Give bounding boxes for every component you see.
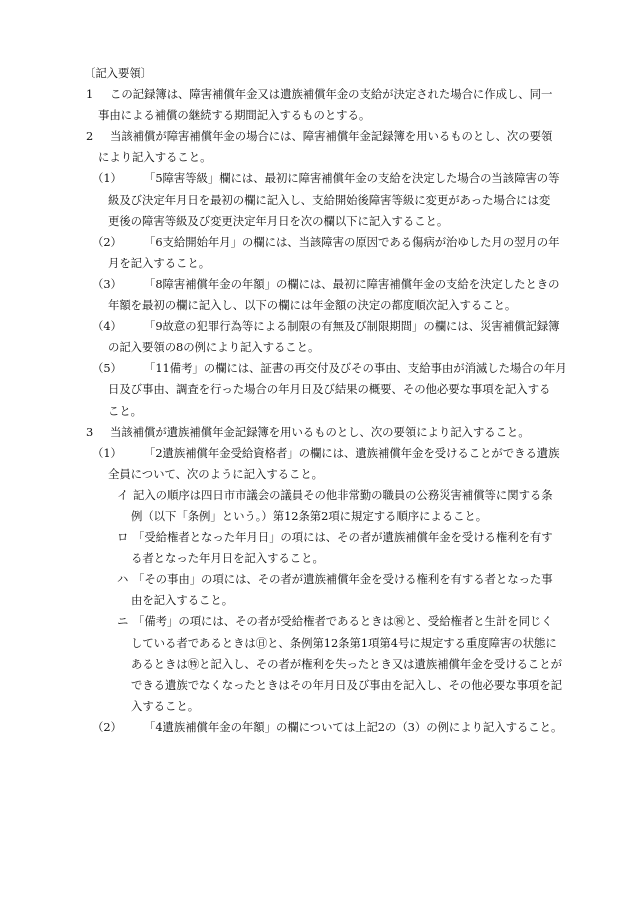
subsubitem-line: 記入の順序は四日市市議会の議員その他非常勤の職員の公務災害補償等に関する条 イ	[86, 485, 586, 506]
subsubitem-line: できる遺族でなくなったときはその年月日及び事由を記入し、その他必要な事項を記	[131, 677, 562, 692]
item-number: 3	[86, 424, 94, 439]
subitem-number: （1）	[92, 171, 122, 186]
subitem-line: 更後の障害等級及び変更決定年月日を次の欄以下に記入すること。	[108, 213, 449, 228]
subsubitem-line: している者であるときは㊐と、条例第12条第1項第4号に規定する重度障害の状態に	[131, 635, 557, 650]
item-line: 事由による補償の継続する期間記入するものとする。	[98, 108, 371, 123]
item-line: 当該補償が障害補償年金の場合には、障害補償年金記録簿を用いるものとし、次の要領 2	[86, 126, 586, 147]
item-number: 1	[86, 87, 94, 102]
instructions-text	[86, 63, 586, 738]
subsubitem-line: 由を記入すること。	[131, 593, 234, 608]
subitem-number: （4）	[92, 319, 122, 334]
subsubitem-label: ロ	[117, 530, 129, 545]
subsubitem-line: 例（以下「条例」という。）第12条第2項に規定する順序によること。	[131, 508, 488, 523]
subsubitem-label: ハ	[117, 572, 129, 587]
subitem-number: （3）	[92, 276, 122, 291]
subitem-line: 全員について、次のように記入すること。	[108, 466, 324, 481]
subsubitem-label: イ	[117, 487, 129, 502]
subitem-line: 月を記入すること。	[108, 255, 211, 270]
subitem-line: 「4遺族補償年金の年額」の欄については上記2の（3）の例により記入すること。 （2）	[86, 717, 586, 738]
subitem-line: 年額を最初の欄に記入し、以下の欄には年金額の決定の都度順次記入すること。	[108, 298, 517, 313]
subsubitem-line: 「受給権者となった年月日」の項には、その者が遺族補償年金を受ける権利を有す ロ	[86, 527, 586, 548]
item-line: 当該補償が遺族補償年金記録簿を用いるものとし、次の要領により記入すること。 3	[86, 422, 586, 443]
subitem-line: 「2遺族補償年金受給資格者」の欄には、遺族補償年金を受けることができる遺族 （1）	[86, 443, 586, 464]
subsubitem-label: ニ	[117, 614, 129, 629]
subitem-line: 級及び決定年月日を最初の欄に記入し、支給開始後障害等級に変更があった場合には変	[108, 192, 551, 207]
subitem-line: こと。	[108, 403, 143, 418]
subitem-line: 「5障害等級」欄には、最初に障害補償年金の支給を決定した場合の当該障害の等 （1）	[86, 168, 586, 189]
subsubitem-line: 「備考」の項には、その者が受給権者であるときは㊗と、受給権者と生計を同じく ニ	[86, 611, 586, 632]
section-title: 〔記入要領〕	[84, 66, 153, 80]
subsubitem-line: る者となった年月日を記入すること。	[131, 551, 324, 566]
item-line: この記録簿は、障害補償年金又は遺族補償年金の支給が決定された場合に作成し、同一 1	[86, 84, 586, 105]
subitem-number: （2）	[92, 719, 122, 734]
subitem-number: （1）	[92, 445, 122, 460]
subitem-line: の記入要領の8の例により記入すること。	[108, 340, 320, 355]
subitem-line: 日及び事由、調査を行った場合の年月日及び結果の概要、その他必要な事項を記入する	[108, 382, 551, 397]
subitem-number: （2）	[92, 234, 122, 249]
subsubitem-line: あるときは㊕と記入し、その者が権利を失ったとき又は遺族補償年金を受けることが	[131, 656, 562, 671]
subsubitem-line: 入すること。	[131, 698, 200, 713]
item-line: により記入すること。	[98, 150, 212, 165]
subitem-line: 「9故意の犯罪行為等による制限の有無及び制限期間」の欄には、災害補償記録簿 （4）	[86, 316, 586, 337]
subsubitem-line: 「その事由」の項には、その者が遺族補償年金を受ける権利を有する者となった事 ハ	[86, 569, 586, 590]
subitem-number: （5）	[92, 361, 122, 376]
subitem-line: 「6支給開始年月」の欄には、当該障害の原因である傷病が治ゆした月の翌月の年 （2）	[86, 232, 586, 253]
item-number: 2	[86, 129, 94, 144]
subitem-line: 「11備考」の欄には、証書の再交付及びその事由、支給事由が消滅した場合の年月 （5）	[86, 358, 586, 379]
subitem-line: 「8障害補償年金の年額」の欄には、最初に障害補償年金の支給を決定したときの （3）	[86, 274, 586, 295]
